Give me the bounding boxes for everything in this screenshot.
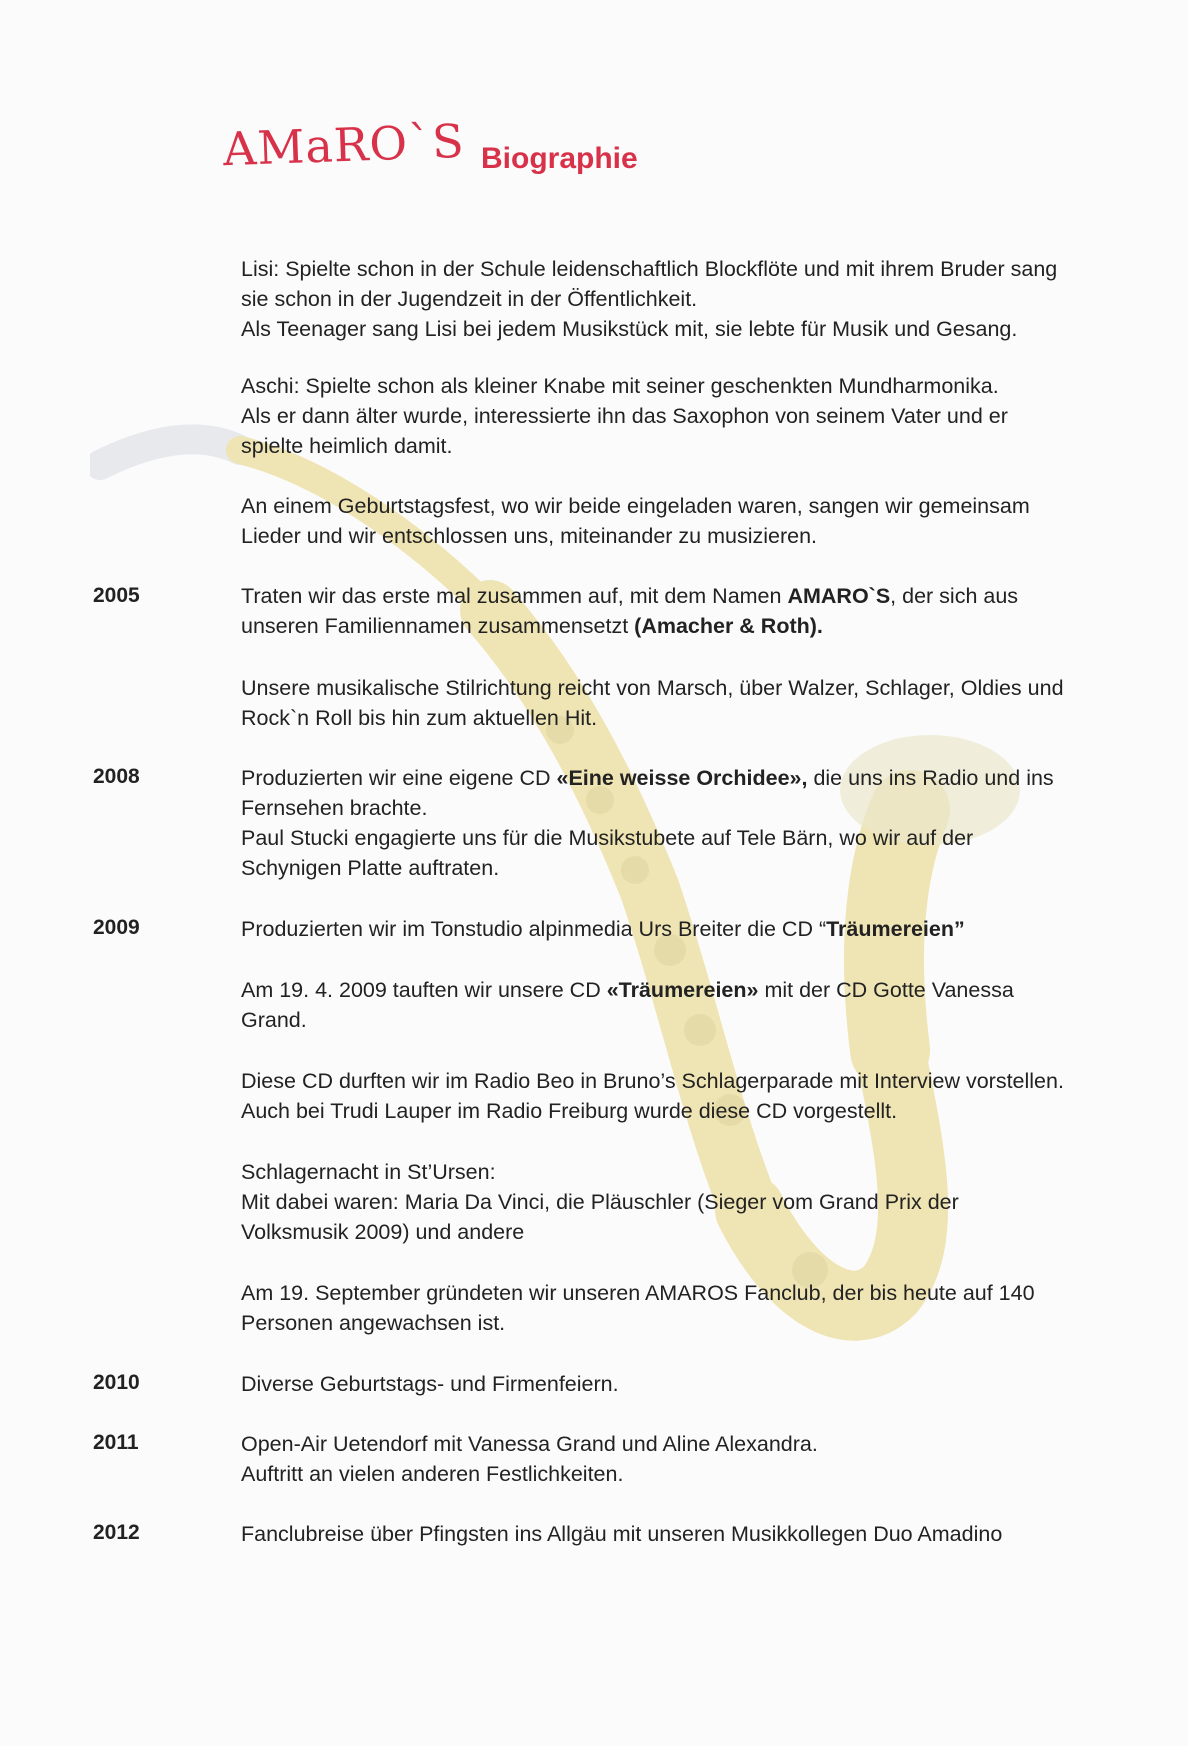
entry-2008: Produzierten wir eine eigene CD «Eine weisse Orchidee», die uns ins Radio und ins Fernsehen brachte. Paul Stucki engagierte uns für die Musikstubete auf Tele Bärn, wo wir auf der Schynigen Platte auftraten. [241,766,1054,880]
entry-2010: Diverse Geburtstags- und Firmenfeiern. [241,1372,619,1396]
year-2009: 2009 [93,916,140,939]
entry-2009: Produzierten wir im Tonstudio alpinmedia Urs Breiter die CD “Träumereien” [241,917,965,941]
entry-2009-taufe: Am 19. 4. 2009 tauften wir unsere CD «Träumereien» mit der CD Gotte Vanessa Grand. [241,978,1014,1032]
intro-lisi: Lisi: Spielte schon in der Schule leidenschaftlich Blockflöte und mit ihrem Bruder sang sie schon in der Jugendzeit in der Öffentlichkeit. Als Teenager sang Lisi bei jedem Musikstück mit, sie lebte für Musik und Gesang. [241,257,1058,341]
entry-2005: Traten wir das erste mal zusammen auf, mit dem Namen AMARO`S, der sich aus unseren Familiennamen zusammensetzt (Amacher & Roth). [241,584,1019,638]
page-title: Biographie [481,142,638,175]
year-2008: 2008 [93,765,140,788]
entry-2009-fanclub: Am 19. September gründeten wir unseren AMAROS Fanclub, der bis heute auf 140 Personen angewachsen ist. [241,1281,1035,1335]
year-2005: 2005 [93,584,140,607]
entry-2005-style: Unsere musikalische Stilrichtung reicht von Marsch, über Walzer, Schlager, Oldies und Rock`n Roll bis hin zum aktuellen Hit. [241,676,1064,730]
year-2010: 2010 [93,1371,140,1394]
entry-2011: Open-Air Uetendorf mit Vanessa Grand und Aline Alexandra. Auftritt an vielen anderen Festlichkeiten. [241,1432,818,1486]
amaros-logo: AMaRO`S [222,113,466,177]
entry-2012: Fanclubreise über Pfingsten ins Allgäu mit unseren Musikkollegen Duo Amadino [241,1522,1003,1546]
year-2012: 2012 [93,1521,140,1544]
entry-2009-schlagernacht: Schlagernacht in St’Ursen: Mit dabei waren: Maria Da Vinci, die Pläuschler (Sieger vom Grand Prix der Volksmusik 2009) und andere [241,1160,959,1244]
intro-meeting: An einem Geburtstagsfest, wo wir beide eingeladen waren, sangen wir gemeinsam Lieder und wir entschlossen uns, miteinander zu musizieren. [241,494,1030,548]
year-2011: 2011 [93,1431,139,1454]
entry-2009-radio: Diese CD durften wir im Radio Beo in Bruno’s Schlagerparade mit Interview vorstellen. Auch bei Trudi Lauper im Radio Freiburg wurde diese CD vorgestellt. [241,1069,1064,1123]
intro-aschi: Aschi: Spielte schon als kleiner Knabe mit seiner geschenkten Mundharmonika. Als er dann älter wurde, interessierte ihn das Saxophon von seinem Vater und er spielte heimlich damit. [241,374,1008,458]
